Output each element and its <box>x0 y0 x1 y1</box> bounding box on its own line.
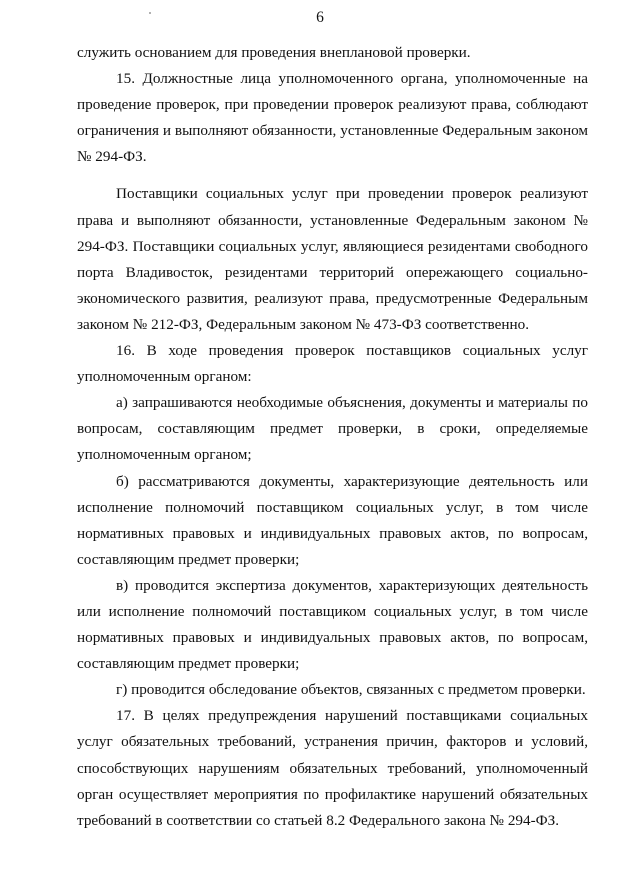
subparagraph-v: в) проводится экспертиза документов, характеризующих деятельность или исполнение полномочий поставщиком социальных услуг, в том числе нормативных правовых и индивидуальных правовых актов, по вопросам, составляющим предмет проверки; <box>77 576 588 673</box>
paragraph-item-17: 17. В целях предупреждения нарушений поставщиками социальных услуг обязательных требований, устранения причин, факторов и условий, способствующих нарушениям обязательных требований, уполномоченный орган осуществляет мероприятия по профилактике нарушений обязательных требований в соответствии со статьей 8.2 Федерального закона № 294-ФЗ. <box>77 707 588 829</box>
paragraph-item-15: 15. Должностные лица уполномоченного органа, уполномоченные на проведение проверок, при проведении проверок реализуют права, соблюдают ограничения и выполняют обязанности, установленные Федеральным законом № 294-ФЗ. <box>77 70 588 166</box>
paragraph-item-16: 16. В ходе проведения проверок поставщиков социальных услуг уполномоченным органом: <box>77 342 588 386</box>
subparagraph-b: б) рассматриваются документы, характеризующие деятельность или исполнение полномочий поставщиком социальных услуг, в том числе нормативных правовых и индивидуальных правовых актов, по вопросам, составляющим предмет проверки; <box>77 472 588 568</box>
subparagraph-a: а) запрашиваются необходимые объяснения, документы и материалы по вопросам, составляющим предмет проверки, в сроки, определяемые уполномоченным органом; <box>77 394 588 464</box>
subparagraph-g: г) проводится обследование объектов, связанных с предметом проверки. <box>116 681 586 699</box>
document-body <box>77 40 588 834</box>
paragraph-providers-rights: Поставщики социальных услуг при проведении проверок реализуют права и выполняют обязанности, установленные Федеральным законом № 294-ФЗ. Поставщики социальных услуг, являющиеся резидентами свободного порта Владивосток, резидентами территорий опережающего социально-экономического развития, реализуют права, предусмотренные Федеральным законом № 212-ФЗ, Федеральным законом № 473-ФЗ соответственно. <box>77 185 588 333</box>
paragraph-continuation: служить основанием для проведения внеплановой проверки. <box>77 44 471 61</box>
page-number: 6 <box>316 9 324 26</box>
